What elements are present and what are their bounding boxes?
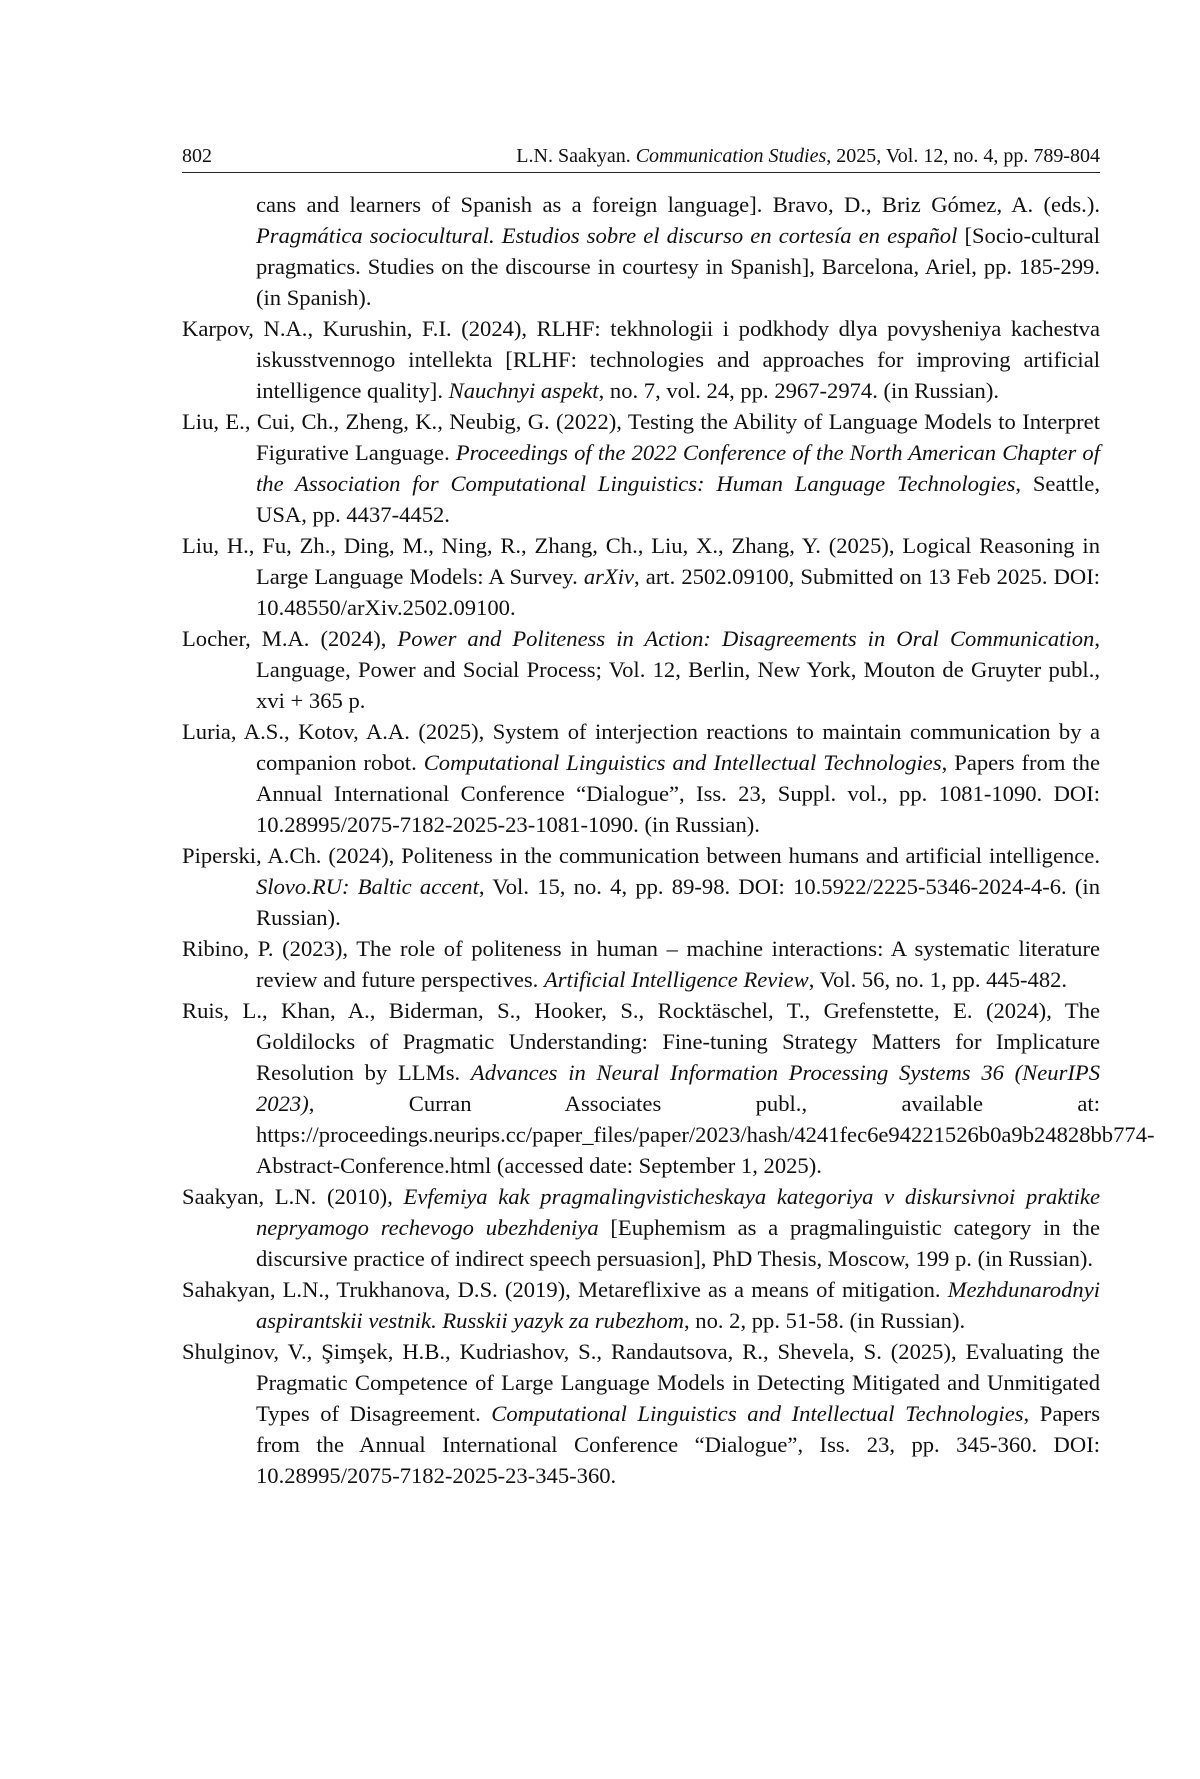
reference-entry (182, 995, 1155, 1181)
running-head-journal: Communication Studies (635, 145, 827, 167)
reference-text: , Curran Associates publ., available at: https://proceedings.neurips.cc/paper_files/paper/2023/hash/4241fec6e94221526b0a9b24828bb774-Abstract-Conference.html (accessed date: September 1, 2025). (256, 1091, 1155, 1178)
reference-entry (182, 313, 1100, 406)
reference-text: Sahakyan, L.N., Trukhanova, D.S. (2019), Metareflixive as a means of mitigation. (182, 1277, 948, 1302)
reference-title: arXiv (583, 564, 635, 589)
reference-text: Saakyan, L.N. (2010), (182, 1184, 404, 1209)
reference-text: Karpov, N.A., Kurushin, F.I. (2024), RLHF: tekhnologii i podkhody dlya povysheniya kachestva iskusstvennogo intellekta [RLHF: technologies and approaches for improving artificial intelligence quality]. (182, 316, 1100, 403)
reference-entry-continued (182, 189, 1100, 313)
reference-entry (182, 840, 1100, 933)
reference-title: Mezhdunarodnyi aspirantskii vestnik. Russkii yazyk za rubezhom (256, 1277, 1100, 1333)
reference-entry (182, 406, 1100, 530)
page-number: 802 (182, 145, 212, 167)
reference-text: , no. 2, pp. 51-58. (in Russian). (683, 1308, 966, 1333)
reference-text: , Papers from the Annual International Conference “Dialogue”, Iss. 23, Suppl. vol., pp. 1081-1090. DOI: 10.28995/2075-7182-2025-23-1081-1090. (in Russian). (256, 750, 1101, 837)
reference-title: Computational Linguistics and Intellectual Technologies (491, 1401, 1024, 1426)
reference-text: Locher, M.A. (2024), (182, 626, 398, 651)
reference-entry (182, 1181, 1100, 1274)
reference-text: [Socio-cultural pragmatics. Studies on the discourse in courtesy in Spanish], Barcelona, Ariel, pp. 185-299. (in Spanish). (256, 223, 1100, 310)
reference-text: Luria, A.S., Kotov, A.A. (2025), System of interjection reactions to maintain communication by a companion robot. (182, 719, 1100, 775)
reference-text: , Papers from the Annual International Conference “Dialogue”, Iss. 23, pp. 345-360. DOI: 10.28995/2075-7182-2025-23-345-360. (256, 1401, 1100, 1488)
reference-text: , no. 7, vol. 24, pp. 2967-2974. (in Russian). (598, 378, 999, 403)
reference-text: , Seattle, USA, pp. 4437-4452. (256, 471, 1100, 527)
reference-title: Computational Linguistics and Intellectual Technologies (423, 750, 942, 775)
reference-text: , art. 2502.09100, Submitted on 13 Feb 2025. DOI: 10.48550/arXiv.2502.09100. (256, 564, 1101, 620)
reference-text: Shulginov, V., Şimşek, H.B., Kudriashov, S., Randautsova, R., Shevela, S. (2025), Evaluating the Pragmatic Competence of Large Language Models in Detecting Mitigated and Unmitigated Types of Disagreement. (182, 1339, 1100, 1426)
reference-text: Liu, E., Cui, Ch., Zheng, K., Neubig, G. (2022), Testing the Ability of Language Models to Interpret Figurative Language. (182, 409, 1100, 465)
reference-title: Evfemiya kak pragmalingvisticheskaya kategoriya v diskursivnoi praktike nepryamogo rechevogo ubezhdeniya (256, 1184, 1100, 1240)
reference-text: , Vol. 15, no. 4, pp. 89-98. DOI: 10.5922/2225-5346-2024-4-6. (in Russian). (256, 874, 1101, 930)
reference-entry (182, 1274, 1100, 1336)
reference-title: Proceedings of the 2022 Conference of the North American Chapter of the Association for Computational Linguistics: Human Language Technologies (256, 440, 1100, 496)
reference-text: Ruis, L., Khan, A., Biderman, S., Hooker, S., Rocktäschel, T., Grefenstette, E. (2024), The Goldilocks of Pragmatic Understanding: Fine-tuning Strategy Matters for Implicature Resolution by LLMs. (182, 998, 1100, 1085)
reference-entry (182, 716, 1100, 840)
reference-title: Slovo.RU: Baltic accent (256, 874, 479, 899)
reference-entry (182, 1336, 1100, 1491)
reference-text: , Language, Power and Social Process; Vol. 12, Berlin, New York, Mouton de Gruyter publ., xvi + 365 p. (256, 626, 1100, 713)
reference-entry (182, 530, 1100, 623)
reference-title: Artificial Intelligence Review (543, 967, 809, 992)
reference-title: Pragmática sociocultural. Estudios sobre el discurso en cortesía en español (256, 223, 958, 248)
reference-text: cans and learners of Spanish as a foreign language]. Bravo, D., Briz Gómez, A. (eds.). (256, 192, 1100, 217)
reference-entry (182, 623, 1100, 716)
reference-list (182, 189, 1155, 1491)
running-head (516, 144, 1100, 168)
reference-text: [Euphemism as a pragmalinguistic category in the discursive practice of indirect speech persuasion], PhD Thesis, Moscow, 199 p. (in Russian). (256, 1215, 1100, 1271)
reference-text: Ribino, P. (2023), The role of politeness in human – machine interactions: A systematic literature review and future perspectives. (182, 936, 1100, 992)
running-head-details: , 2025, Vol. 12, no. 4, pp. 789-804 (826, 145, 1100, 167)
reference-text: Piperski, A.Ch. (2024), Politeness in the communication between humans and artificial intelligence. (182, 843, 1100, 868)
reference-entry (182, 933, 1100, 995)
page-header (182, 144, 1100, 173)
reference-title: Nauchnyi aspekt (448, 378, 599, 403)
reference-title: Power and Politeness in Action: Disagreements in Oral Communication (397, 626, 1095, 651)
reference-text: , Vol. 56, no. 1, pp. 445-482. (808, 967, 1068, 992)
reference-text: Liu, H., Fu, Zh., Ding, M., Ning, R., Zhang, Ch., Liu, X., Zhang, Y. (2025), Logical Reasoning in Large Language Models: A Survey. (182, 533, 1100, 589)
reference-title: Advances in Neural Information Processing Systems 36 (NeurIPS 2023) (256, 1060, 1100, 1116)
running-head-author: L.N. Saakyan. (516, 145, 631, 167)
